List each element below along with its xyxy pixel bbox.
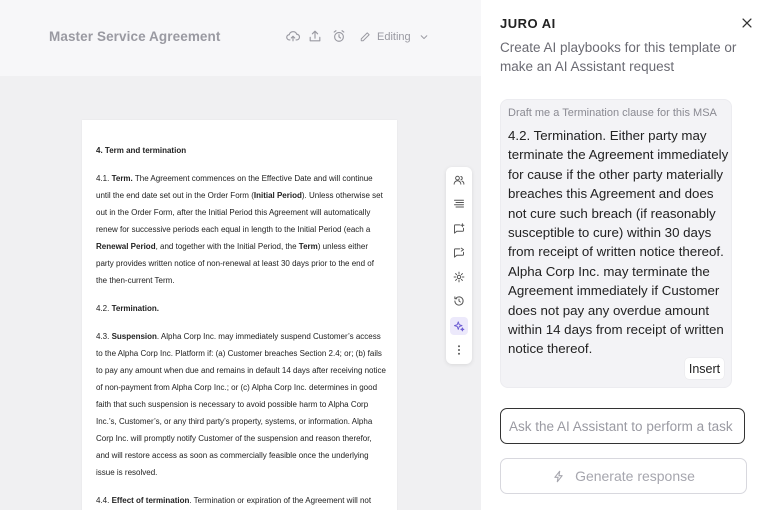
panel-description: Create AI playbooks for this template or make an AI Assistant request — [500, 40, 737, 74]
chevron-down-icon — [419, 32, 429, 42]
lightning-icon — [552, 470, 565, 483]
ai-response-card — [500, 99, 732, 388]
ai-response-text: 4.2. Termination. Either party may terminate the Agreement immediately for cause if the other party materially breaches this Agreement and does not cure such breach (if reasonably susceptible to cure) within 30 days from receipt of written notice thereof. Alpha Corp Inc. may terminate the Agreement immediately if Customer does not pay any overdue amount within 14 days from receipt of written notice thereof. — [508, 128, 729, 357]
more-vertical-icon[interactable] — [450, 341, 468, 359]
clause-4-1: 4.1. Term. The Agreement commences on the Effective Date and will continue until the end date set out in the Order Form (Initial Period). Unless otherwise set out in the Order Form, after the Initial Period this Agreement will automatically renew for successive periods each equal in length to the Initial Period (each a Renewal Period, and together with the Initial Period, the Term) unless either party provides written notice of non-renewal at least 30 days prior to the end of the then-current Term. — [96, 174, 383, 285]
cloud-icon[interactable] — [286, 29, 300, 43]
close-icon[interactable] — [740, 16, 754, 30]
document-title[interactable]: Master Service Agreement — [49, 29, 221, 44]
alarm-icon[interactable] — [332, 29, 346, 43]
ai-prompt-input[interactable] — [500, 408, 745, 444]
side-toolbar — [446, 167, 472, 364]
generate-response-label: Generate response — [575, 468, 695, 484]
comment-forward-icon[interactable] — [450, 244, 468, 262]
editing-mode-dropdown[interactable] — [359, 29, 429, 45]
history-icon[interactable] — [450, 292, 468, 310]
document-page[interactable] — [82, 120, 397, 510]
generate-response-button[interactable] — [500, 458, 747, 494]
sparkle-icon[interactable] — [450, 317, 468, 335]
editor-topbar — [0, 0, 481, 76]
clause-4-3: 4.3. Suspension. Alpha Corp Inc. may immediately suspend Customer’s access to the Alpha Corp Inc. Platform if: (a) Customer breaches Section 2.4; or; (b) fails to pay any amount when due and remains in default 14 days after receiving notice of non-payment from Alpha Corp Inc.; or (c) Alpha Corp Inc. determines in good faith that such suspension is necessary to avoid possible harm to Alpha Corp Inc.’s, Customer’s, or any third party’s property, systems, or information. Alpha Corp Inc. will promptly notify Customer of the suspension and reason therefor, and will restore access as soon as commercially feasible once the underlying issue is resolved. — [96, 332, 386, 477]
ai-assistant-panel — [481, 0, 768, 510]
editing-mode-label: Editing — [377, 31, 411, 43]
pencil-icon — [359, 31, 371, 43]
clause-4-4: 4.4. Effect of termination. Termination or expiration of the Agreement will not — [96, 496, 372, 505]
section-heading: 4. Term and termination — [96, 146, 187, 155]
upload-icon[interactable] — [308, 29, 322, 43]
panel-title: JURO AI — [500, 16, 556, 31]
user-prompt: Draft me a Termination clause for this MSA — [508, 107, 717, 119]
gear-icon[interactable] — [450, 268, 468, 286]
clause-4-2: 4.2. Termination. — [96, 304, 159, 313]
comment-add-icon[interactable] — [450, 220, 468, 238]
text-lines-icon[interactable] — [450, 195, 468, 213]
insert-button[interactable]: Insert — [685, 358, 724, 379]
people-icon[interactable] — [450, 171, 468, 189]
